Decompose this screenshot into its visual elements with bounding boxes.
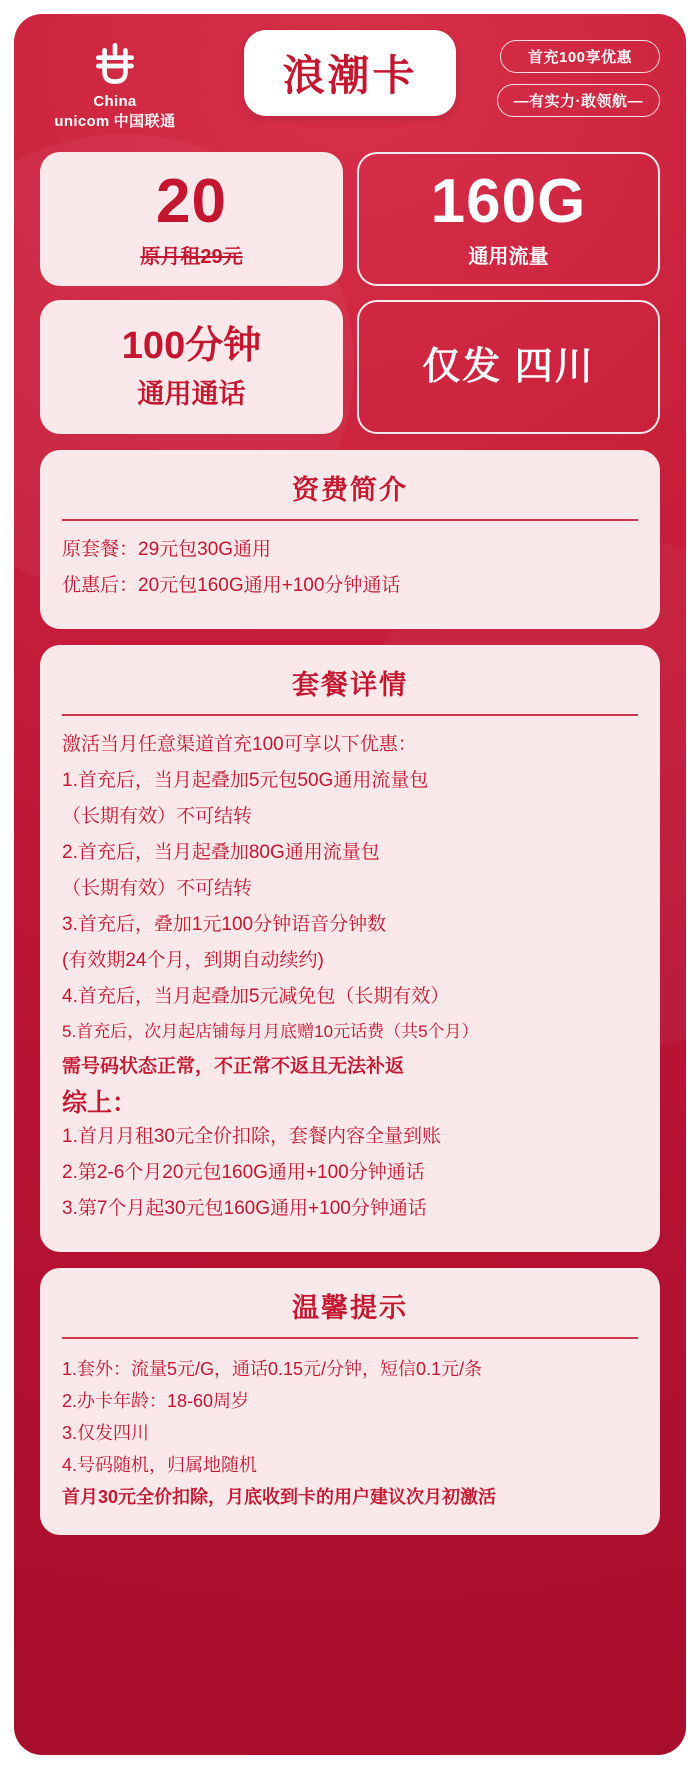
badge-first-recharge: 首充100享优惠 xyxy=(500,40,660,73)
tips-item-2: 2.办卡年龄：18-60周岁 xyxy=(62,1391,250,1411)
plan-detail-item-1b: （长期有效）不可结转 xyxy=(62,806,253,827)
fee-intro-title: 资费简介 xyxy=(292,475,408,505)
plan-detail-item-3b: (有效期24个月，到期自动续约) xyxy=(62,950,324,971)
header-badges xyxy=(497,40,661,117)
feature-data-label: 通用流量 xyxy=(468,245,549,268)
card-header xyxy=(40,14,660,142)
feature-price-original: 原月租29元 xyxy=(140,245,243,268)
plan-detail-divider xyxy=(62,714,638,716)
product-title-pill xyxy=(244,30,456,116)
feature-tile-price xyxy=(40,152,343,286)
feature-tile-data xyxy=(357,152,660,286)
product-title: 浪潮卡 xyxy=(282,52,418,99)
feature-region-value: 仅发 四川 xyxy=(422,346,595,388)
unicom-knot-icon xyxy=(89,40,141,92)
feature-tile-voice xyxy=(40,300,343,434)
plan-detail-item-2: 2.首充后，当月起叠加80G通用流量包 xyxy=(62,842,380,863)
fee-intro-line-1: 原套餐：29元包30G通用 xyxy=(62,539,272,560)
feature-data-value: 160G xyxy=(430,166,587,236)
tips-footer: 首月30元全价扣除，月底收到卡的用户建议次月初激活 xyxy=(62,1487,497,1507)
tips-item-4: 4.号码随机，归属地随机 xyxy=(62,1455,258,1475)
plan-detail-summary-2: 2.第2-6个月20元包160G通用+100分钟通话 xyxy=(62,1162,425,1183)
brand-logo xyxy=(40,26,190,131)
plan-detail-item-5: 5.首充后，次月起店铺每月月底赠10元话费（共5个月） xyxy=(62,1022,479,1041)
plan-detail-item-3: 3.首充后，叠加1元100分钟语音分钟数 xyxy=(62,914,387,935)
plan-detail-item-4: 4.首充后，当月起叠加5元减免包（长期有效） xyxy=(62,986,450,1007)
plan-detail-summary-title: 综上： xyxy=(62,1089,138,1117)
brand-en-line2: unicom xyxy=(54,112,110,130)
feature-voice-label: 通用通话 xyxy=(137,378,246,409)
panel-fee-intro xyxy=(40,450,660,629)
feature-price-value: 20 xyxy=(156,166,227,236)
panel-tips xyxy=(40,1268,660,1535)
plan-detail-item-2b: （长期有效）不可结转 xyxy=(62,878,253,899)
panel-plan-detail xyxy=(40,645,660,1252)
tips-title: 温馨提示 xyxy=(292,1293,408,1323)
feature-tile-region xyxy=(357,300,660,434)
plan-detail-summary-3: 3.第7个月起30元包160G通用+100分钟通话 xyxy=(62,1198,427,1219)
tips-item-3: 3.仅发四川 xyxy=(62,1423,150,1443)
tips-item-1: 1.套外：流量5元/G，通话0.15元/分钟，短信0.1元/条 xyxy=(62,1359,483,1379)
feature-voice-value: 100分钟 xyxy=(121,324,262,367)
badge-slogan: —有实力·敢领航— xyxy=(497,84,661,117)
fee-intro-line-2: 优惠后：20元包160G通用+100分钟通话 xyxy=(62,575,401,596)
fee-intro-divider xyxy=(62,519,638,521)
plan-detail-summary-1: 1.首月月租30元全价扣除，套餐内容全量到账 xyxy=(62,1126,441,1147)
brand-en-line1: China xyxy=(93,92,137,110)
feature-grid xyxy=(40,152,660,434)
plan-detail-note: 需号码状态正常，不正常不返且无法补返 xyxy=(62,1056,405,1077)
brand-cn: 中国联通 xyxy=(113,112,176,130)
plan-detail-lead: 激活当月任意渠道首充100可享以下优惠： xyxy=(62,734,417,755)
promo-card xyxy=(14,14,686,1755)
plan-detail-item-1: 1.首充后，当月起叠加5元包50G通用流量包 xyxy=(62,770,429,791)
plan-detail-title: 套餐详情 xyxy=(292,670,408,700)
tips-divider xyxy=(62,1337,638,1339)
